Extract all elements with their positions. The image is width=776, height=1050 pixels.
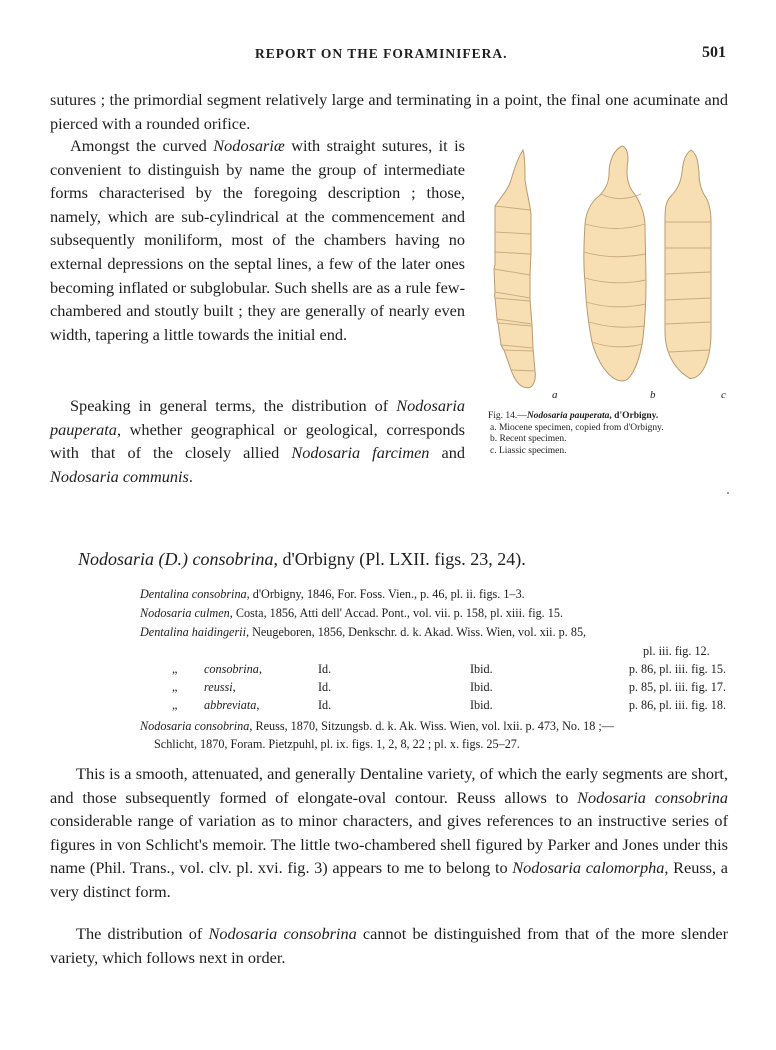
ditto-mark: „ (172, 698, 178, 712)
synonym-id: Id. (318, 662, 332, 676)
synonym-name: Dentalina haidingerii (140, 625, 246, 639)
synonym-ref: , Neugeboren, 1856, Denkschr. d. k. Akad. Wiss. Wien, vol. xii. p. 85, (245, 625, 587, 639)
synonym-id: Id. (318, 698, 332, 712)
specimen-label-c: c (721, 389, 726, 401)
synonymy-row (0, 680, 776, 697)
synonymy-continuation: Schlicht, 1870, Foram. Pietzpuhl, pl. ix. figs. 1, 2, 8, 22 ; pl. x. figs. 25–27. (154, 737, 520, 751)
text-run: , whether geographical or geological, corresponds with that of the closely allied (50, 419, 465, 463)
caption-line-b: b. Recent specimen. (490, 434, 567, 444)
taxon-name: Nodosaria consobrina (208, 924, 357, 943)
synonym-ibid: Ibid. (470, 698, 493, 712)
text-run: considerable range of variation as to minor characters, and gives references to an instructive series of figures in von Schlicht's memoir. The little two-chambered shell figured by Parker and Jones under this name (Phil. Trans., vol. clv. pl. xvi. fig. 3) appears to me to belong to (50, 811, 728, 878)
synonym-name: consobrina, (204, 662, 262, 676)
text-run: and (429, 443, 466, 463)
figure-14 (475, 142, 725, 407)
synonym-name: abbreviata, (204, 698, 260, 712)
synonym-name: Nodosaria culmen (140, 606, 230, 620)
synonym-id: Id. (318, 680, 332, 694)
paragraph-consobrina-description (50, 762, 728, 904)
figure-14-illustration (475, 142, 725, 407)
ditto-mark: „ (172, 680, 178, 694)
synonym-ibid: Ibid. (470, 680, 493, 694)
running-title: REPORT ON THE FORAMINIFERA. (255, 46, 508, 61)
species-name: Nodosaria (D.) consobrina (78, 549, 274, 569)
taxon-name: Nodosaria communis (50, 466, 189, 486)
stray-mark (727, 492, 729, 494)
synonymy-entry (140, 624, 586, 641)
text-run: This is a smooth, attenuated, and generally Dentaline variety, of which the early segments are short, and those subsequently formed of elongate-oval contour. Reuss allows to (50, 764, 728, 807)
species-citation: , d'Orbigny (Pl. LXII. figs. 23, 24). (273, 549, 526, 569)
text-run: , Reuss, a very distinct form. (50, 858, 728, 901)
taxon-name: Nodosaria calomorpha (512, 858, 665, 878)
text-run: Speaking in general terms, the distribution of (70, 396, 397, 415)
specimen-c-illustration (665, 150, 711, 379)
text-run: with straight sutures, it is convenient to distinguish by name the group of intermediate forms characterised by the foregoing description ; those, namely, which are sub-cylindrical at the commencement and subsequently moniliform, most of the chambers having no external depressions on the septal lines, a few of the later ones becoming inflated or subglobular. Such shells are as a rule few-chambered and stoutly built ; they are generally of nearly even width, tapering a little towards the initial end. (50, 136, 465, 344)
caption-title-line (488, 411, 728, 423)
paragraph-continuation: sutures ; the primordial segment relatively large and terminating in a point, the final one acuminate and pierced with a rounded orifice. (50, 90, 728, 133)
figure-caption (488, 411, 728, 457)
text-run: . (188, 466, 193, 486)
synonym-ref: p. 86, pl. iii. fig. 15. (628, 662, 726, 676)
synonym-ref: , d'Orbigny, 1846, For. Foss. Vien., p. 46, pl. ii. figs. 1–3. (246, 587, 525, 601)
specimen-b-illustration (584, 146, 646, 381)
synonym-name: Dentalina consobrina (140, 587, 247, 601)
text-run: The distribution of (76, 924, 209, 943)
caption-author: , d'Orbigny. (609, 411, 659, 421)
synonym-ibid: Ibid. (470, 662, 493, 676)
specimen-label-b: b (650, 389, 656, 401)
taxon-name: Nodosariæ (213, 136, 285, 155)
caption-prefix: Fig. 14.— (488, 411, 527, 421)
page-header (50, 44, 726, 68)
taxon-name: Nodosaria consobrina (577, 787, 728, 807)
synonymy-continuation: pl. iii. fig. 12. (643, 644, 710, 658)
synonym-name: reussi, (204, 680, 236, 694)
taxon-name: Nodosaria pauperata (50, 396, 465, 439)
synonymy-entry (140, 586, 525, 603)
synonym-ref: p. 85, pl. iii. fig. 17. (628, 680, 726, 694)
paragraph-distribution-pauperata (50, 394, 465, 488)
synonym-ref: , Costa, 1856, Atti dell' Accad. Pont., vol. vii. p. 158, pl. xiii. fig. 15. (229, 606, 563, 620)
page-number: 501 (702, 44, 726, 61)
synonymy-row (0, 698, 776, 715)
synonym-ref: , Reuss, 1870, Sitzungsb. d. k. Ak. Wiss. Wien, vol. lxii. p. 473, No. 18 ;— (249, 719, 614, 733)
specimen-a-illustration (494, 150, 535, 388)
caption-line-c: c. Liassic specimen. (490, 445, 567, 456)
synonymy-entry (140, 605, 563, 622)
caption-line-a: a. Miocene specimen, copied from d'Orbigny. (490, 422, 664, 433)
text-run: cannot be distinguished from that of the more slender variety, which follows next in order. (50, 924, 728, 967)
synonymy-row (0, 662, 776, 679)
synonym-ref: p. 86, pl. iii. fig. 18. (628, 698, 726, 712)
synonym-name: Nodosaria consobrina (140, 719, 250, 733)
ditto-mark: „ (172, 662, 178, 676)
text-run: Amongst the curved (70, 136, 214, 155)
species-heading (78, 549, 526, 570)
specimen-label-a: a (552, 389, 558, 401)
taxon-name: Nodosaria farcimen (291, 443, 430, 463)
caption-taxon: Nodosaria pauperata (526, 411, 610, 421)
paragraph-consobrina-distribution (50, 922, 728, 969)
paragraph-curved-nodosariae (50, 134, 465, 346)
synonymy-entry (140, 718, 614, 735)
